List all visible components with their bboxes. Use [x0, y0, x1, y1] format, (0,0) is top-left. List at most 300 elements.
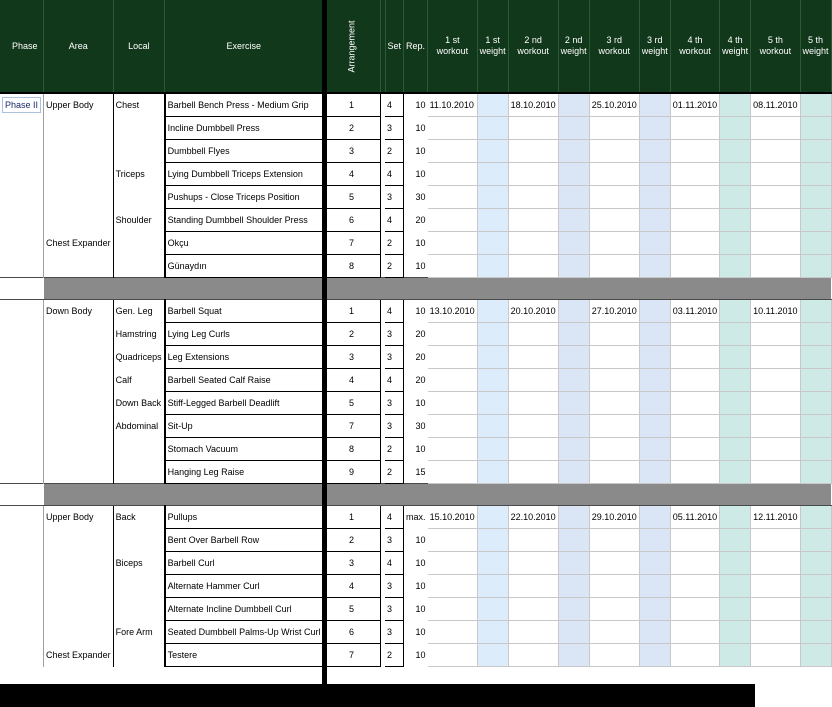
workout-cell[interactable]: 18.10.2010: [508, 93, 558, 117]
weight-cell[interactable]: [639, 598, 670, 621]
weight-cell[interactable]: [639, 644, 670, 667]
weight-cell[interactable]: [558, 232, 589, 255]
set-cell[interactable]: 3: [385, 598, 404, 621]
area-cell[interactable]: Chest Expander: [44, 644, 114, 667]
arrangement-cell[interactable]: 4: [323, 575, 380, 598]
workout-cell[interactable]: [508, 369, 558, 392]
weight-cell[interactable]: [720, 552, 751, 575]
set-cell[interactable]: 3: [385, 415, 404, 438]
phase-cell[interactable]: [0, 346, 44, 369]
weight-cell[interactable]: [800, 300, 831, 323]
weight-cell[interactable]: [639, 255, 670, 278]
local-cell[interactable]: [113, 644, 165, 667]
weight-cell[interactable]: [720, 598, 751, 621]
workout-cell[interactable]: [670, 163, 719, 186]
weight-cell[interactable]: [639, 369, 670, 392]
workout-cell[interactable]: 05.11.2010: [670, 506, 719, 529]
workout-cell[interactable]: [751, 415, 800, 438]
workout-cell[interactable]: [428, 232, 478, 255]
weight-cell[interactable]: [800, 438, 831, 461]
header-rep[interactable]: Rep.: [404, 0, 428, 93]
local-cell[interactable]: [113, 232, 165, 255]
workout-cell[interactable]: [670, 575, 719, 598]
workout-cell[interactable]: [589, 232, 639, 255]
exercise-cell[interactable]: Seated Dumbbell Palms-Up Wrist Curl: [165, 621, 323, 644]
weight-cell[interactable]: [558, 117, 589, 140]
weight-cell[interactable]: [639, 346, 670, 369]
header-phase[interactable]: Phase: [0, 0, 44, 93]
weight-cell[interactable]: [558, 598, 589, 621]
phase-cell[interactable]: [0, 140, 44, 163]
workout-cell[interactable]: [670, 438, 719, 461]
rep-cell[interactable]: 10: [415, 534, 426, 545]
local-cell[interactable]: Triceps: [113, 163, 165, 186]
weight-cell[interactable]: [800, 529, 831, 552]
workout-cell[interactable]: [751, 552, 800, 575]
header-col-4[interactable]: [558, 0, 589, 93]
weight-cell[interactable]: [639, 323, 670, 346]
workout-cell[interactable]: [670, 255, 719, 278]
phase-cell[interactable]: [0, 529, 44, 552]
weight-cell[interactable]: [720, 369, 751, 392]
set-cell[interactable]: 3: [385, 392, 404, 415]
local-cell[interactable]: [113, 438, 165, 461]
weight-cell[interactable]: [477, 255, 508, 278]
workout-cell[interactable]: [508, 644, 558, 667]
workout-cell[interactable]: [670, 461, 719, 484]
workout-cell[interactable]: 27.10.2010: [589, 300, 639, 323]
exercise-cell[interactable]: Standing Dumbbell Shoulder Press: [165, 209, 323, 232]
workout-cell[interactable]: [751, 392, 800, 415]
workout-cell[interactable]: [670, 369, 719, 392]
weight-cell[interactable]: [720, 163, 751, 186]
workout-cell[interactable]: [589, 529, 639, 552]
workout-cell[interactable]: [508, 163, 558, 186]
workout-cell[interactable]: [428, 369, 478, 392]
weight-cell[interactable]: [720, 415, 751, 438]
workout-cell[interactable]: [751, 598, 800, 621]
arrangement-cell[interactable]: 7: [323, 232, 380, 255]
workout-cell[interactable]: [508, 186, 558, 209]
weight-cell[interactable]: [558, 323, 589, 346]
rep-cell[interactable]: 10: [415, 168, 426, 179]
weight-cell[interactable]: [639, 461, 670, 484]
header-exercise[interactable]: Exercise: [165, 0, 323, 93]
rep-cell[interactable]: 30: [415, 420, 426, 431]
weight-cell[interactable]: [558, 621, 589, 644]
local-cell[interactable]: Chest: [113, 93, 165, 117]
local-cell[interactable]: [113, 461, 165, 484]
workout-cell[interactable]: [508, 232, 558, 255]
set-cell[interactable]: 3: [385, 186, 404, 209]
weight-cell[interactable]: [558, 506, 589, 529]
weight-cell[interactable]: [639, 117, 670, 140]
arrangement-cell[interactable]: 3: [323, 552, 380, 575]
rep-cell[interactable]: 10: [415, 626, 426, 637]
workout-cell[interactable]: [508, 598, 558, 621]
workout-cell[interactable]: [589, 140, 639, 163]
workout-cell[interactable]: [589, 117, 639, 140]
area-cell[interactable]: Upper Body: [44, 506, 114, 529]
exercise-cell[interactable]: Barbell Curl: [165, 552, 323, 575]
area-cell[interactable]: Down Body: [44, 300, 114, 323]
weight-cell[interactable]: [558, 346, 589, 369]
rep-cell[interactable]: 20: [415, 374, 426, 385]
weight-cell[interactable]: [800, 163, 831, 186]
exercise-cell[interactable]: Incline Dumbbell Press: [165, 117, 323, 140]
arrangement-cell[interactable]: 7: [323, 644, 380, 667]
weight-cell[interactable]: [639, 186, 670, 209]
rep-cell[interactable]: 10: [415, 100, 426, 110]
exercise-cell[interactable]: Barbell Bench Press - Medium Grip: [165, 93, 323, 117]
workout-cell[interactable]: [589, 186, 639, 209]
weight-cell[interactable]: [558, 438, 589, 461]
weight-cell[interactable]: [720, 117, 751, 140]
workout-cell[interactable]: [428, 255, 478, 278]
area-cell[interactable]: [44, 369, 114, 392]
phase-cell[interactable]: [0, 621, 44, 644]
workout-cell[interactable]: [428, 461, 478, 484]
weight-cell[interactable]: [477, 415, 508, 438]
set-cell[interactable]: 2: [385, 140, 404, 163]
rep-cell[interactable]: 10: [415, 260, 426, 271]
local-cell[interactable]: [113, 598, 165, 621]
weight-cell[interactable]: [477, 644, 508, 667]
rep-cell[interactable]: 10: [415, 145, 426, 156]
workout-cell[interactable]: [508, 346, 558, 369]
header-arrangement[interactable]: [323, 0, 380, 93]
workout-cell[interactable]: [428, 140, 478, 163]
workout-cell[interactable]: [751, 438, 800, 461]
weight-cell[interactable]: [800, 255, 831, 278]
workout-cell[interactable]: [670, 117, 719, 140]
exercise-cell[interactable]: Okçu: [165, 232, 323, 255]
weight-cell[interactable]: [720, 461, 751, 484]
exercise-cell[interactable]: Günaydın: [165, 255, 323, 278]
workout-cell[interactable]: [508, 117, 558, 140]
workout-cell[interactable]: [428, 644, 478, 667]
exercise-cell[interactable]: Testere: [165, 644, 323, 667]
area-cell[interactable]: Chest Expander: [44, 232, 114, 255]
workout-cell[interactable]: [589, 598, 639, 621]
rep-cell[interactable]: 20: [415, 328, 426, 339]
phase-cell[interactable]: [0, 438, 44, 461]
workout-cell[interactable]: [508, 209, 558, 232]
workout-cell[interactable]: [508, 529, 558, 552]
exercise-cell[interactable]: Stomach Vacuum: [165, 438, 323, 461]
workout-cell[interactable]: [428, 529, 478, 552]
weight-cell[interactable]: [639, 140, 670, 163]
weight-cell[interactable]: [558, 209, 589, 232]
workout-cell[interactable]: [589, 415, 639, 438]
header-col-6[interactable]: [639, 0, 670, 93]
workout-cell[interactable]: [670, 323, 719, 346]
area-cell[interactable]: [44, 552, 114, 575]
weight-cell[interactable]: [558, 186, 589, 209]
weight-cell[interactable]: [639, 506, 670, 529]
workout-cell[interactable]: [751, 209, 800, 232]
exercise-cell[interactable]: Lying Dumbbell Triceps Extension: [165, 163, 323, 186]
arrangement-cell[interactable]: 6: [323, 209, 380, 232]
weight-cell[interactable]: [477, 117, 508, 140]
rep-cell[interactable]: 10: [415, 122, 426, 133]
local-cell[interactable]: [113, 140, 165, 163]
arrangement-cell[interactable]: 4: [323, 369, 380, 392]
phase-cell[interactable]: [0, 300, 44, 323]
set-cell[interactable]: 4: [385, 209, 404, 232]
header-col-1[interactable]: [428, 0, 478, 93]
local-cell[interactable]: Biceps: [113, 552, 165, 575]
workout-cell[interactable]: 22.10.2010: [508, 506, 558, 529]
weight-cell[interactable]: [800, 117, 831, 140]
phase-cell[interactable]: [0, 415, 44, 438]
workout-cell[interactable]: 13.10.2010: [428, 300, 478, 323]
arrangement-cell[interactable]: 2: [323, 323, 380, 346]
arrangement-cell[interactable]: 2: [323, 529, 380, 552]
weight-cell[interactable]: [477, 621, 508, 644]
workout-cell[interactable]: [670, 415, 719, 438]
weight-cell[interactable]: [800, 552, 831, 575]
workout-cell[interactable]: 08.11.2010: [751, 93, 800, 117]
exercise-cell[interactable]: Pushups - Close Triceps Position: [165, 186, 323, 209]
weight-cell[interactable]: [558, 300, 589, 323]
weight-cell[interactable]: [558, 529, 589, 552]
workout-cell[interactable]: [508, 575, 558, 598]
header-col-8[interactable]: [720, 0, 751, 93]
exercise-cell[interactable]: Hanging Leg Raise: [165, 461, 323, 484]
workout-cell[interactable]: [428, 598, 478, 621]
arrangement-cell[interactable]: 9: [323, 461, 380, 484]
local-cell[interactable]: Down Back: [113, 392, 165, 415]
exercise-cell[interactable]: Alternate Incline Dumbbell Curl: [165, 598, 323, 621]
exercise-cell[interactable]: Sit-Up: [165, 415, 323, 438]
workout-cell[interactable]: [508, 438, 558, 461]
workout-cell[interactable]: [751, 140, 800, 163]
set-cell[interactable]: 3: [385, 346, 404, 369]
phase-cell[interactable]: [0, 323, 44, 346]
weight-cell[interactable]: [477, 232, 508, 255]
weight-cell[interactable]: [558, 552, 589, 575]
workout-cell[interactable]: [589, 323, 639, 346]
local-cell[interactable]: Hamstring: [113, 323, 165, 346]
weight-cell[interactable]: [639, 300, 670, 323]
local-cell[interactable]: Gen. Leg: [113, 300, 165, 323]
weight-cell[interactable]: [477, 140, 508, 163]
area-cell[interactable]: [44, 209, 114, 232]
header-col-7[interactable]: [670, 0, 719, 93]
weight-cell[interactable]: [639, 93, 670, 117]
weight-cell[interactable]: [558, 140, 589, 163]
header-local[interactable]: Local: [113, 0, 165, 93]
workout-cell[interactable]: [589, 461, 639, 484]
workout-cell[interactable]: [670, 644, 719, 667]
workout-cell[interactable]: [751, 232, 800, 255]
workout-cell[interactable]: [670, 392, 719, 415]
rep-cell[interactable]: 20: [415, 214, 426, 225]
workout-cell[interactable]: [428, 117, 478, 140]
workout-cell[interactable]: [751, 163, 800, 186]
weight-cell[interactable]: [639, 415, 670, 438]
workout-cell[interactable]: [751, 621, 800, 644]
area-cell[interactable]: [44, 529, 114, 552]
header-col-5[interactable]: [589, 0, 639, 93]
rep-cell[interactable]: 10: [415, 237, 426, 248]
arrangement-cell[interactable]: 5: [323, 598, 380, 621]
weight-cell[interactable]: [558, 415, 589, 438]
weight-cell[interactable]: [639, 392, 670, 415]
phase-cell[interactable]: [0, 93, 44, 117]
workout-cell[interactable]: [670, 140, 719, 163]
area-cell[interactable]: [44, 415, 114, 438]
rep-cell[interactable]: max.: [406, 512, 426, 522]
weight-cell[interactable]: [477, 323, 508, 346]
set-cell[interactable]: 3: [385, 117, 404, 140]
rep-cell[interactable]: 15: [415, 466, 426, 477]
weight-cell[interactable]: [800, 93, 831, 117]
weight-cell[interactable]: [639, 552, 670, 575]
header-col-2[interactable]: [477, 0, 508, 93]
area-cell[interactable]: [44, 598, 114, 621]
weight-cell[interactable]: [477, 552, 508, 575]
area-cell[interactable]: [44, 346, 114, 369]
weight-cell[interactable]: [477, 598, 508, 621]
header-set[interactable]: Set: [385, 0, 404, 93]
set-cell[interactable]: 2: [385, 461, 404, 484]
workout-cell[interactable]: [751, 529, 800, 552]
arrangement-cell[interactable]: 1: [323, 93, 380, 117]
weight-cell[interactable]: [800, 369, 831, 392]
arrangement-cell[interactable]: 8: [323, 438, 380, 461]
phase-cell[interactable]: [0, 209, 44, 232]
weight-cell[interactable]: [800, 506, 831, 529]
arrangement-cell[interactable]: 3: [323, 140, 380, 163]
weight-cell[interactable]: [720, 346, 751, 369]
workout-cell[interactable]: [508, 140, 558, 163]
workout-cell[interactable]: [751, 575, 800, 598]
weight-cell[interactable]: [477, 209, 508, 232]
workout-cell[interactable]: [589, 575, 639, 598]
rep-cell[interactable]: 10: [415, 397, 426, 408]
workout-cell[interactable]: [589, 369, 639, 392]
workout-cell[interactable]: [428, 575, 478, 598]
arrangement-cell[interactable]: 1: [323, 506, 380, 529]
rep-cell[interactable]: 10: [415, 306, 426, 316]
weight-cell[interactable]: [558, 369, 589, 392]
workout-cell[interactable]: [428, 438, 478, 461]
workout-cell[interactable]: [751, 369, 800, 392]
workout-cell[interactable]: [428, 209, 478, 232]
area-cell[interactable]: [44, 117, 114, 140]
area-cell[interactable]: [44, 186, 114, 209]
workout-cell[interactable]: [589, 209, 639, 232]
arrangement-cell[interactable]: 1: [323, 300, 380, 323]
workout-cell[interactable]: [670, 552, 719, 575]
workout-cell[interactable]: [670, 621, 719, 644]
local-cell[interactable]: Quadriceps: [113, 346, 165, 369]
weight-cell[interactable]: [639, 529, 670, 552]
exercise-cell[interactable]: Pullups: [165, 506, 323, 529]
weight-cell[interactable]: [477, 346, 508, 369]
workout-cell[interactable]: [670, 529, 719, 552]
weight-cell[interactable]: [800, 140, 831, 163]
local-cell[interactable]: [113, 186, 165, 209]
set-cell[interactable]: 2: [385, 644, 404, 667]
rep-cell[interactable]: 10: [415, 557, 426, 568]
workout-cell[interactable]: 03.11.2010: [670, 300, 719, 323]
arrangement-cell[interactable]: 3: [323, 346, 380, 369]
workout-cell[interactable]: [670, 209, 719, 232]
weight-cell[interactable]: [800, 346, 831, 369]
phase-cell[interactable]: [0, 369, 44, 392]
workout-cell[interactable]: 25.10.2010: [589, 93, 639, 117]
weight-cell[interactable]: [800, 598, 831, 621]
area-cell[interactable]: [44, 323, 114, 346]
area-cell[interactable]: [44, 461, 114, 484]
area-cell[interactable]: [44, 438, 114, 461]
weight-cell[interactable]: [477, 300, 508, 323]
workout-cell[interactable]: [508, 323, 558, 346]
workout-cell[interactable]: [428, 186, 478, 209]
set-cell[interactable]: 3: [385, 575, 404, 598]
workout-cell[interactable]: [751, 255, 800, 278]
arrangement-cell[interactable]: 8: [323, 255, 380, 278]
workout-cell[interactable]: [670, 232, 719, 255]
area-cell[interactable]: [44, 621, 114, 644]
area-cell[interactable]: [44, 575, 114, 598]
phase-cell[interactable]: [0, 117, 44, 140]
set-cell[interactable]: 4: [385, 300, 404, 323]
local-cell[interactable]: Back: [113, 506, 165, 529]
arrangement-cell[interactable]: 7: [323, 415, 380, 438]
workout-cell[interactable]: [751, 323, 800, 346]
exercise-cell[interactable]: Bent Over Barbell Row: [165, 529, 323, 552]
weight-cell[interactable]: [720, 438, 751, 461]
workout-cell[interactable]: [428, 552, 478, 575]
weight-cell[interactable]: [720, 323, 751, 346]
workout-cell[interactable]: [589, 346, 639, 369]
weight-cell[interactable]: [477, 186, 508, 209]
phase-cell[interactable]: [0, 552, 44, 575]
workout-cell[interactable]: [508, 552, 558, 575]
workout-cell[interactable]: [508, 621, 558, 644]
workout-cell[interactable]: 01.11.2010: [670, 93, 719, 117]
weight-cell[interactable]: [800, 186, 831, 209]
local-cell[interactable]: Shoulder: [113, 209, 165, 232]
arrangement-cell[interactable]: 5: [323, 186, 380, 209]
phase-cell[interactable]: [0, 255, 44, 278]
workout-cell[interactable]: [751, 644, 800, 667]
rep-cell[interactable]: 10: [415, 603, 426, 614]
local-cell[interactable]: [113, 117, 165, 140]
area-cell[interactable]: Upper Body: [44, 93, 114, 117]
local-cell[interactable]: [113, 255, 165, 278]
workout-cell[interactable]: [589, 552, 639, 575]
weight-cell[interactable]: [800, 209, 831, 232]
weight-cell[interactable]: [720, 186, 751, 209]
phase-cell[interactable]: [0, 644, 44, 667]
workout-cell[interactable]: [508, 255, 558, 278]
weight-cell[interactable]: [720, 621, 751, 644]
weight-cell[interactable]: [720, 93, 751, 117]
weight-cell[interactable]: [639, 575, 670, 598]
workout-cell[interactable]: [670, 598, 719, 621]
weight-cell[interactable]: [477, 438, 508, 461]
workout-cell[interactable]: [751, 117, 800, 140]
header-col-10[interactable]: [800, 0, 831, 93]
workout-cell[interactable]: [670, 186, 719, 209]
weight-cell[interactable]: [558, 461, 589, 484]
weight-cell[interactable]: [720, 300, 751, 323]
